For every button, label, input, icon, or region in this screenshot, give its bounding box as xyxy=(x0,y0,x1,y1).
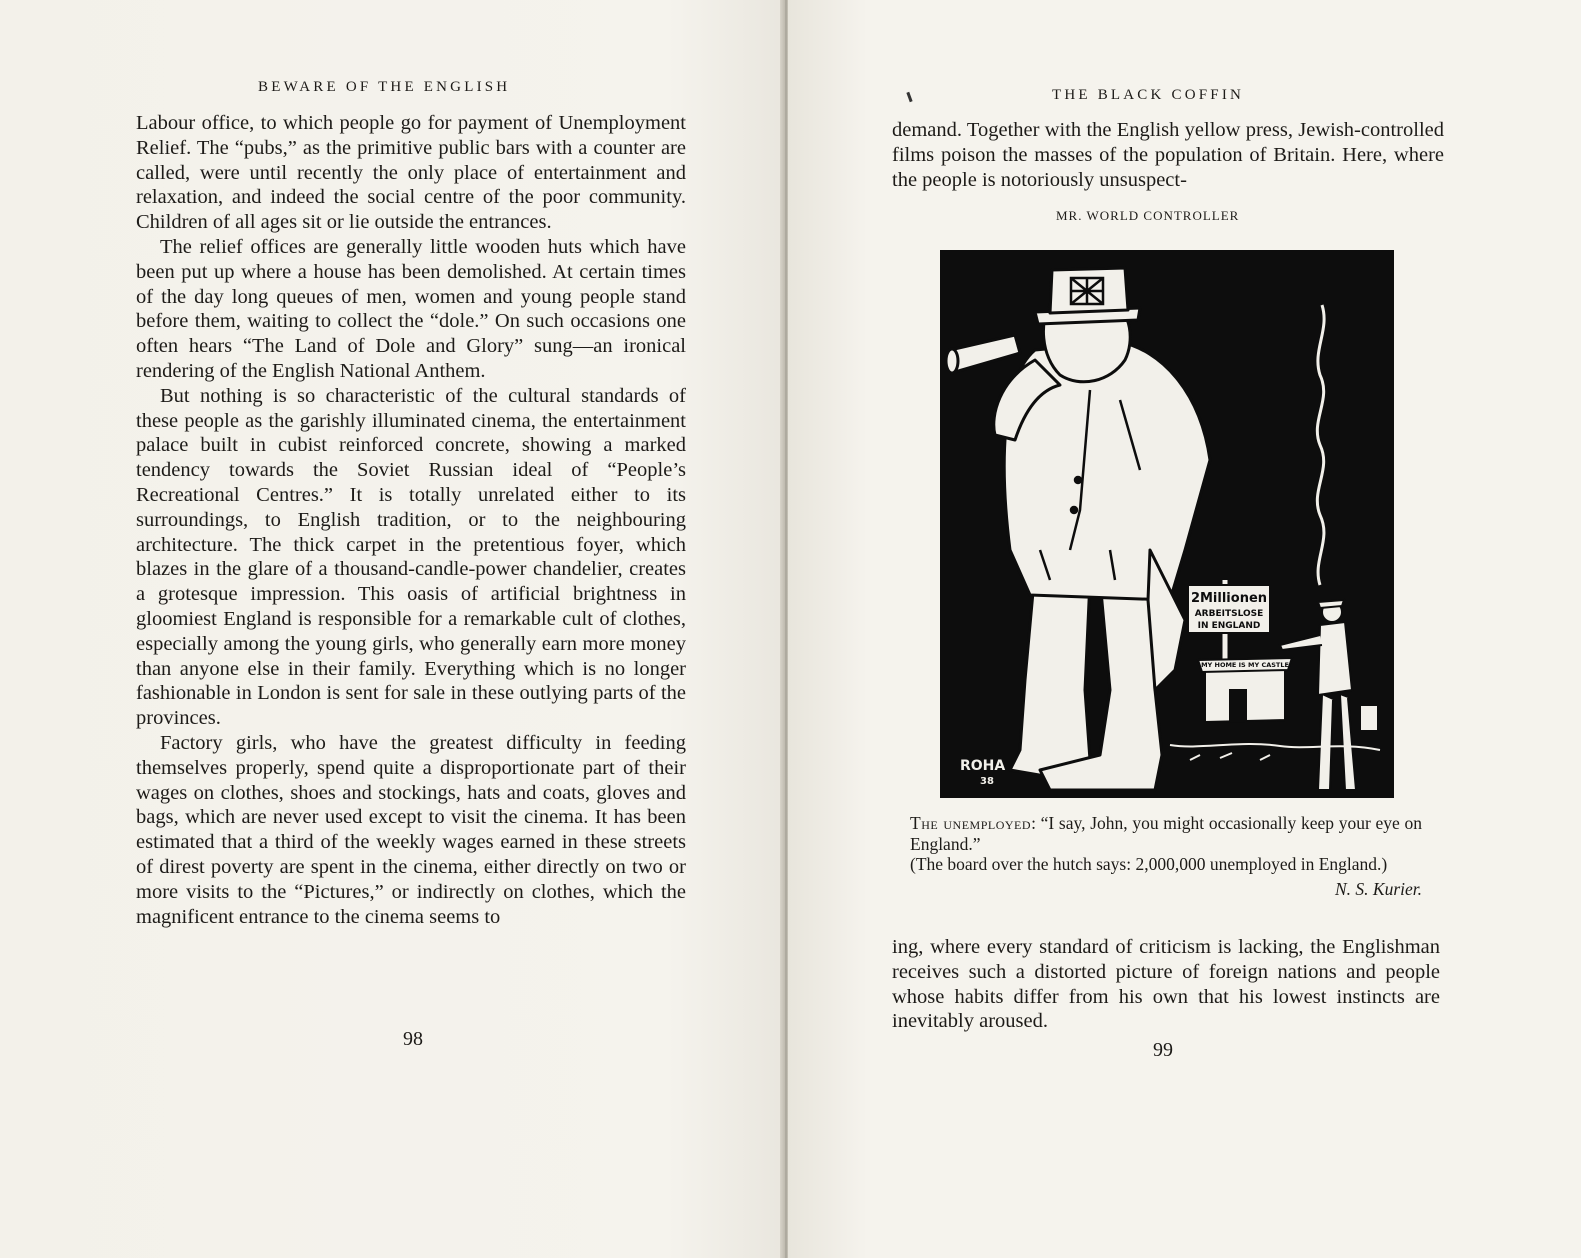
page-number-left: 98 xyxy=(403,1028,423,1050)
sign-line-2: ARBEITSLOSE xyxy=(1194,609,1264,619)
left-page-body xyxy=(136,111,686,929)
house-sign: MY HOME IS MY CASTLE xyxy=(1201,661,1289,669)
running-head-left: BEWARE OF THE ENGLISH xyxy=(258,79,511,95)
cartoon-caption xyxy=(910,813,1422,899)
paragraph: But nothing is so characteristic of the cultural standards of these people as the garishly illuminated cinema, the entertainment palace built in cubist reinforced concrete, showing a marked tendency towards the Soviet Russian ideal of “People’s Recreational Centres.” It is totally unrelated either to its surroundings, to English tradition, or to the neighbouring architecture. The thick carpet in the pretentious foyer, which blazes in the glare of a thousand-candle-power chandelier, creates a grotesque impression. This oasis of artificial brightness in gloomiest England is responsible for a remarkable cult of clothes, especially among the young girls, who generally earn more money than anyone else in their family. Everything which is no longer fashionable in London is sent for sale in these outlying parts of the provinces. xyxy=(136,384,686,730)
artist-signature-year: 38 xyxy=(980,776,994,787)
telescope xyxy=(950,335,1020,372)
cartoon-illustration xyxy=(940,250,1394,798)
running-head-right: THE BLACK COFFIN xyxy=(1052,87,1245,103)
paragraph: Labour office, to which people go for payment of Unemployment Relief. The “pubs,” as the primitive public bars with a counter are called, were until recently the only place of entertainment and relaxation, and indeed the social centre of the poor community. Children of all ages sit or lie outside the entrances. xyxy=(136,112,686,234)
sign-line-1: 2Millionen xyxy=(1190,591,1268,606)
caption-quote xyxy=(910,813,1422,854)
right-page-body-top xyxy=(892,118,1444,192)
figure-left-leg xyxy=(1010,570,1090,782)
caption-quote-text: : “I say, John, you might occasionally keep your eye on England.” xyxy=(910,813,1422,854)
ink-fleck xyxy=(906,92,912,102)
left-page xyxy=(0,0,786,1258)
unemployed-man xyxy=(1280,600,1378,790)
paragraph: The relief offices are generally little wooden huts which have been put up where a house has been demolished. At certain times of the day long queues of men, women and young people stand before them, waiting to collect the “dole.” On such occasions one often hears “The Land of Dole and Glory” sung—an ironical rendering of the English National Anthem. xyxy=(136,235,686,382)
paragraph: demand. Together with the English yellow press, Jewish-controlled films poison the masses of the population of Britain. Here, where the people is notoriously unsuspect- xyxy=(892,119,1444,191)
union-flag xyxy=(1071,278,1103,304)
artist-signature: ROHA xyxy=(960,758,1006,774)
telescope-lens xyxy=(946,349,958,373)
paragraph: ing, where every standard of criticism is lacking, the Englishman receives such a distorted picture of foreign nations and people whose habits differ from his own that his lowest instincts are inevitably aroused. xyxy=(892,936,1440,1033)
page-number-right: 99 xyxy=(1153,1039,1173,1061)
chimney-smoke xyxy=(1317,305,1324,585)
sign-line-3: IN ENGLAND xyxy=(1197,621,1261,631)
paragraph: Factory girls, who have the greatest difficulty in feeding themselves properly, spend quite a disproportionate part of their wages on clothes, shoes and stockings, hats and coats, gloves and bags, which are never used except to visit the cinema. It has been estimated that a third of the weekly wages earned in these streets of direst poverty are spent in the cinema, either directly on two or more visits to the “Pictures,” or indirectly on clothes, which the magnificent entrance to the cinema seems to xyxy=(136,731,686,928)
cartoon-drawing xyxy=(940,250,1394,798)
caption-speaker: The unemployed xyxy=(910,813,1032,833)
cartoon-title: MR. WORLD CONTROLLER xyxy=(1056,208,1240,223)
right-page-body-bottom xyxy=(892,935,1440,1034)
caption-note: (The board over the hutch says: 2,000,000 unemployed in England.) xyxy=(910,854,1388,874)
caption-credit: N. S. Kurier. xyxy=(1334,878,1422,899)
right-page xyxy=(788,0,1581,1258)
